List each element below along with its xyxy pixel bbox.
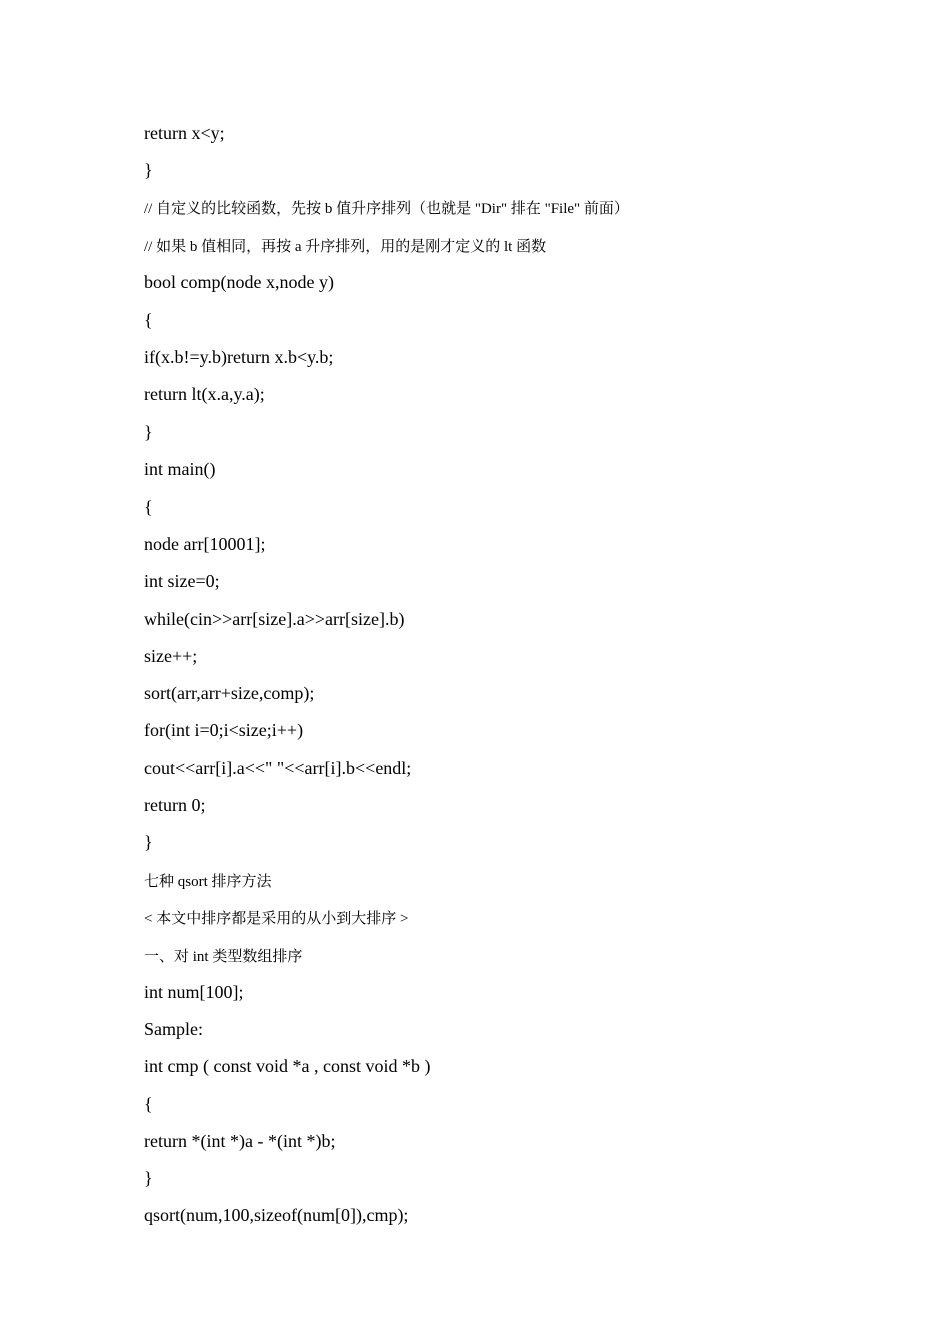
text-line: { <box>144 310 153 330</box>
text-line: int cmp ( const void *a , const void *b ) <box>144 1056 431 1076</box>
text-line: return lt(x.a,y.a); <box>144 384 265 404</box>
text-line: { <box>144 497 153 517</box>
text-line: return 0; <box>144 795 206 815</box>
section-heading: 七种 qsort 排序方法 <box>144 874 272 890</box>
text-line: { <box>144 1094 153 1114</box>
text-line: size++; <box>144 646 198 666</box>
text-line: qsort(num,100,sizeof(num[0]),cmp); <box>144 1205 409 1225</box>
text-line: sort(arr,arr+size,comp); <box>144 683 315 703</box>
text-line: while(cin>>arr[size].a>>arr[size].b) <box>144 609 405 629</box>
comment-line: // 自定义的比较函数，先按 b 值升序排列（也就是 "Dir" 排在 "File" 前面） <box>144 201 629 217</box>
text-line: } <box>144 160 153 180</box>
text-line: for(int i=0;i<size;i++) <box>144 720 304 740</box>
text-line: } <box>144 1168 153 1188</box>
text-line: if(x.b!=y.b)return x.b<y.b; <box>144 347 334 367</box>
note-line: < 本文中排序都是采用的从小到大排序 > <box>144 911 409 927</box>
text-line: int main() <box>144 459 216 479</box>
text-line: } <box>144 422 153 442</box>
text-line: int num[100]; <box>144 982 244 1002</box>
section-heading: 一、对 int 类型数组排序 <box>144 949 303 965</box>
text-line: int size=0; <box>144 571 220 591</box>
text-line: bool comp(node x,node y) <box>144 272 334 292</box>
comment-line: // 如果 b 值相同，再按 a 升序排列，用的是刚才定义的 lt 函数 <box>144 239 547 255</box>
text-line: cout<<arr[i].a<<" "<<arr[i].b<<endl; <box>144 758 412 778</box>
text-line: return *(int *)a - *(int *)b; <box>144 1131 336 1151</box>
text-line: node arr[10001]; <box>144 534 266 554</box>
text-line: } <box>144 832 153 852</box>
text-line: return x<y; <box>144 123 225 143</box>
text-line: Sample: <box>144 1019 203 1039</box>
